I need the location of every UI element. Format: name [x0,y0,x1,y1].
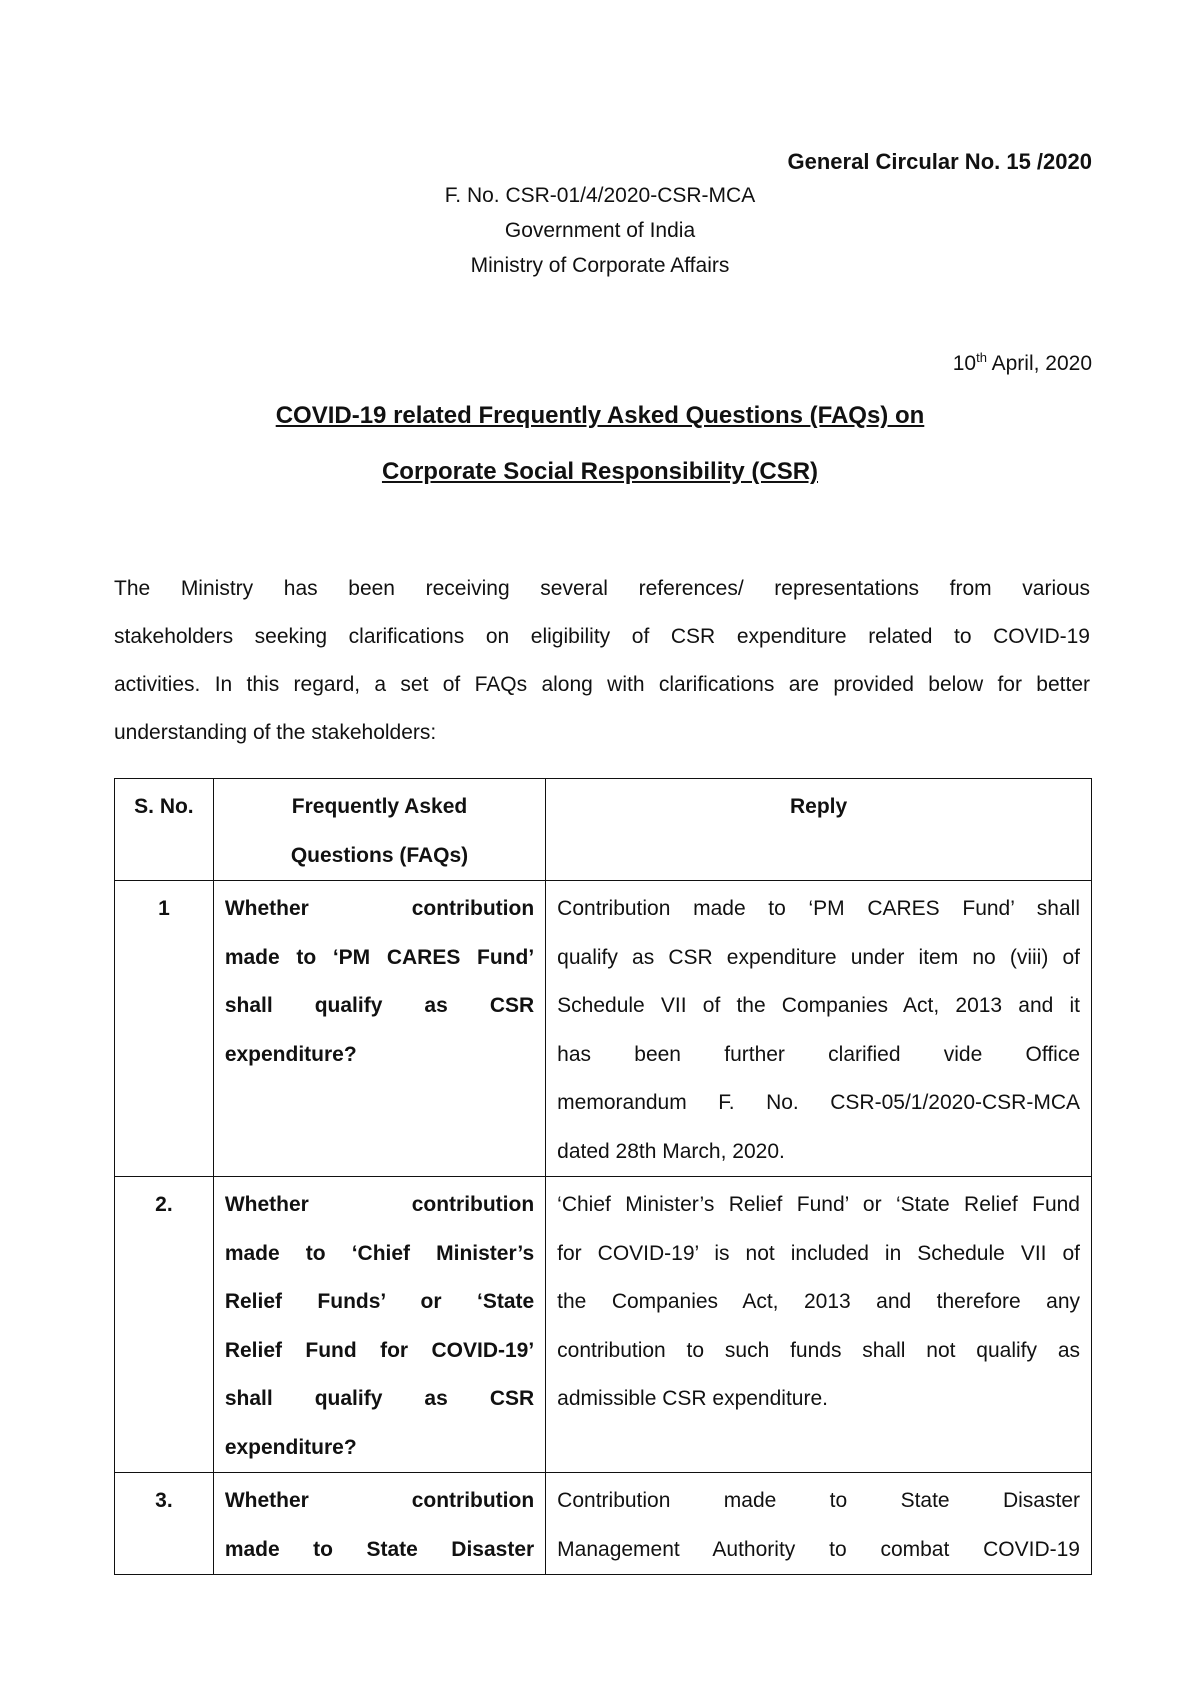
file-number: F. No. CSR-01/4/2020-CSR-MCA [444,184,756,207]
intro-paragraph [114,565,1090,757]
row-reply: Contribution made to ‘PM CARES Fund’ shall qualify as CSR expenditure under item no (viii) of Schedule VII of the Companies Act, 2013 and it has been further clarified vide Office memorandum F. No. CSR-05/1/2020-CSR-MCA dated 28th March, 2020. [546,881,1092,1177]
row-question: Whether contribution made to ‘PM CARES Fund’ shall qualify as CSR expenditure? [213,881,545,1177]
row-question: Whether contribution made to State Disaster [213,1473,545,1575]
faq-table [114,778,1092,1575]
intro-line: activities. In this regard, a set of FAQs along with clarifications are provided below for better [114,673,1090,696]
document-title-line-1: COVID-19 related Frequently Asked Questions (FAQs) on [275,402,925,429]
intro-line: The Ministry has been receiving several references/ representations from various [114,577,1090,600]
row-reply: ‘Chief Minister’s Relief Fund’ or ‘State Relief Fund for COVID-19’ is not included in Schedule VII of the Companies Act, 2013 and therefore any contribution to such funds shall not qualify as admissible CSR expenditure. [546,1177,1092,1473]
row-question: Whether contribution made to ‘Chief Minister’s Relief Funds’ or ‘State Relief Fund for COVID-19’ shall qualify as CSR expenditure? [213,1177,545,1473]
header-reply: Reply [546,779,1092,881]
circular-number: General Circular No. 15 /2020 [787,149,1092,174]
table-row [115,1473,1092,1575]
table-row [115,1177,1092,1473]
document-title-line-2: Corporate Social Responsibility (CSR) [381,458,819,485]
row-reply: Contribution made to State Disaster Management Authority to combat COVID-19 [546,1473,1092,1575]
ministry-name: Ministry of Corporate Affairs [470,254,730,277]
row-sno: 1 [115,881,214,1177]
table-header-row [115,779,1092,881]
header-faq: Frequently Asked Questions (FAQs) [213,779,545,881]
row-sno: 2. [115,1177,214,1473]
row-sno: 3. [115,1473,214,1575]
header-sno: S. No. [115,779,214,881]
intro-line: understanding of the stakeholders: [114,721,437,744]
issue-date: 10th April, 2020 [952,350,1092,375]
intro-line: stakeholders seeking clarifications on eligibility of CSR expenditure related to COVID-19 [114,625,1090,648]
government-name: Government of India [504,219,696,242]
table-row [115,881,1092,1177]
